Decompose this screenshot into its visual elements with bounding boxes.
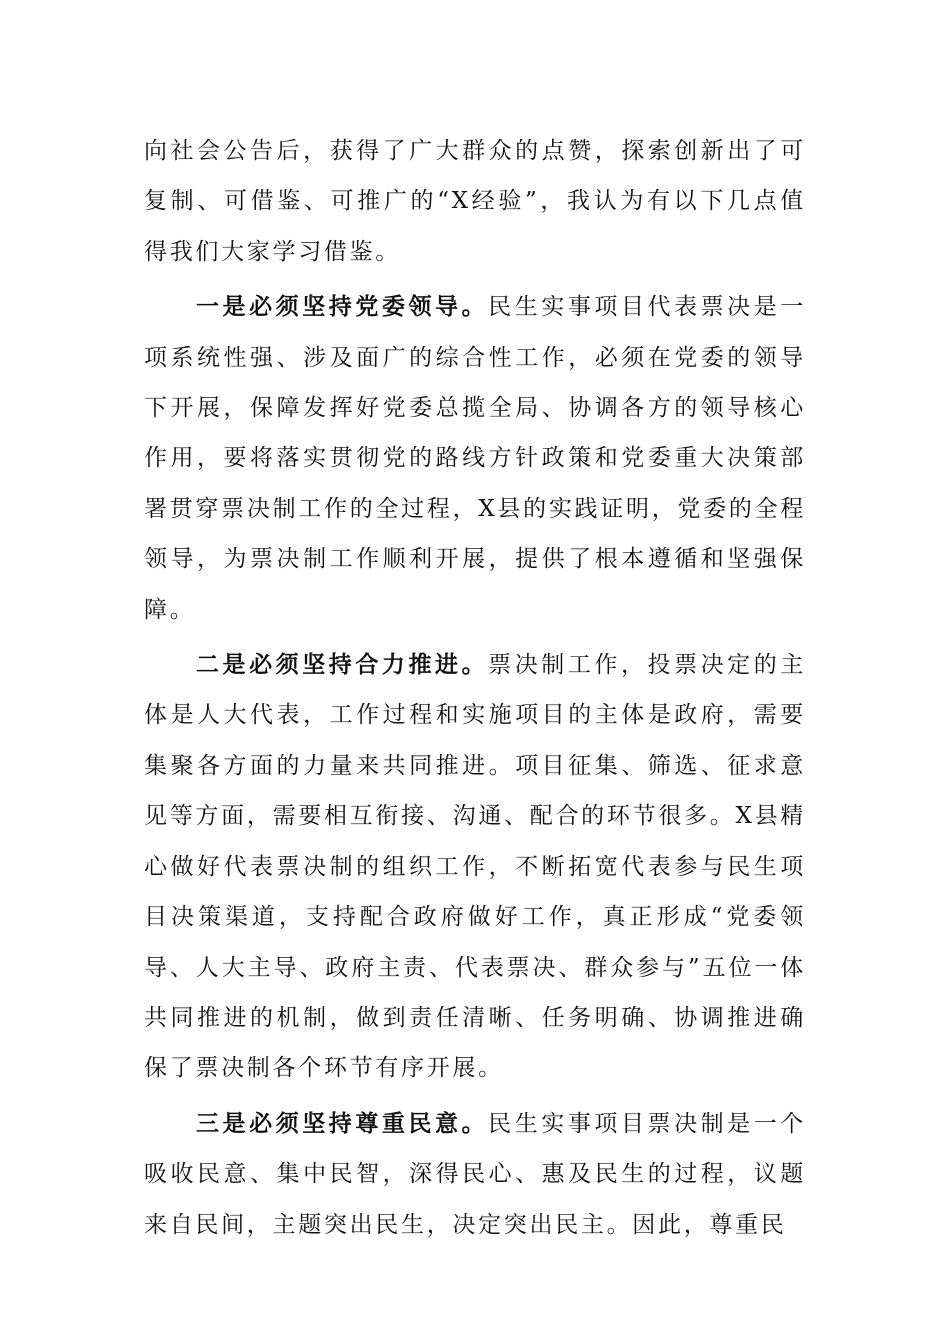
paragraph-intro xyxy=(144,126,806,277)
paragraph-point-3 xyxy=(144,1099,806,1250)
paragraph-text: 民生实事项目票决制是一个吸收民意、集中民智，深得民心、惠及民生的过程，议题来自民间，主题突出民生，决定突出民主。因此，尊重民 xyxy=(144,1110,807,1238)
paragraph-heading: 二是必须坚持合力推进。 xyxy=(196,651,489,679)
paragraph-text: 票决制工作，投票决定的主体是人大代表，工作过程和实施项目的主体是政府，需要集聚各方面的力量来共同推进。项目征集、筛选、征求意见等方面，需要相互衔接、沟通、配合的环节很多。X县精心做好代表票决制的组织工作，不断拓宽代表参与民生项目决策渠道，支持配合政府做好工作，真正形成“党委领导、人大主导、政府主责、代表票决、群众参与”五位一体共同推进的机制，做到责任清晰、任务明确、协调推进确保了票决制各个环节有序开展。 xyxy=(144,652,807,1082)
paragraph-point-2 xyxy=(144,640,806,1094)
document-page xyxy=(144,126,806,1255)
paragraph-text: 向社会公告后，获得了广大群众的点赞，探索创新出了可复制、可借鉴、可推广的“X经验”，我认为有以下几点值得我们大家学习借鉴。 xyxy=(144,138,806,265)
paragraph-heading: 三是必须坚持尊重民意。 xyxy=(196,1109,489,1137)
paragraph-heading: 一是必须坚持党委领导。 xyxy=(196,293,489,321)
paragraph-text: 民生实事项目代表票决是一项系统性强、涉及面广的综合性工作，必须在党委的领导下开展，保障发挥好党委总揽全局、协调各方的领导核心作用，要将落实贯彻党的路线方针政策和党委重大决策部署贯穿票决制工作的全过程，X县的实践证明，党委的全程领导，为票决制工作顺利开展，提供了根本遵循和坚强保障。 xyxy=(144,294,807,623)
paragraph-point-1 xyxy=(144,282,806,635)
